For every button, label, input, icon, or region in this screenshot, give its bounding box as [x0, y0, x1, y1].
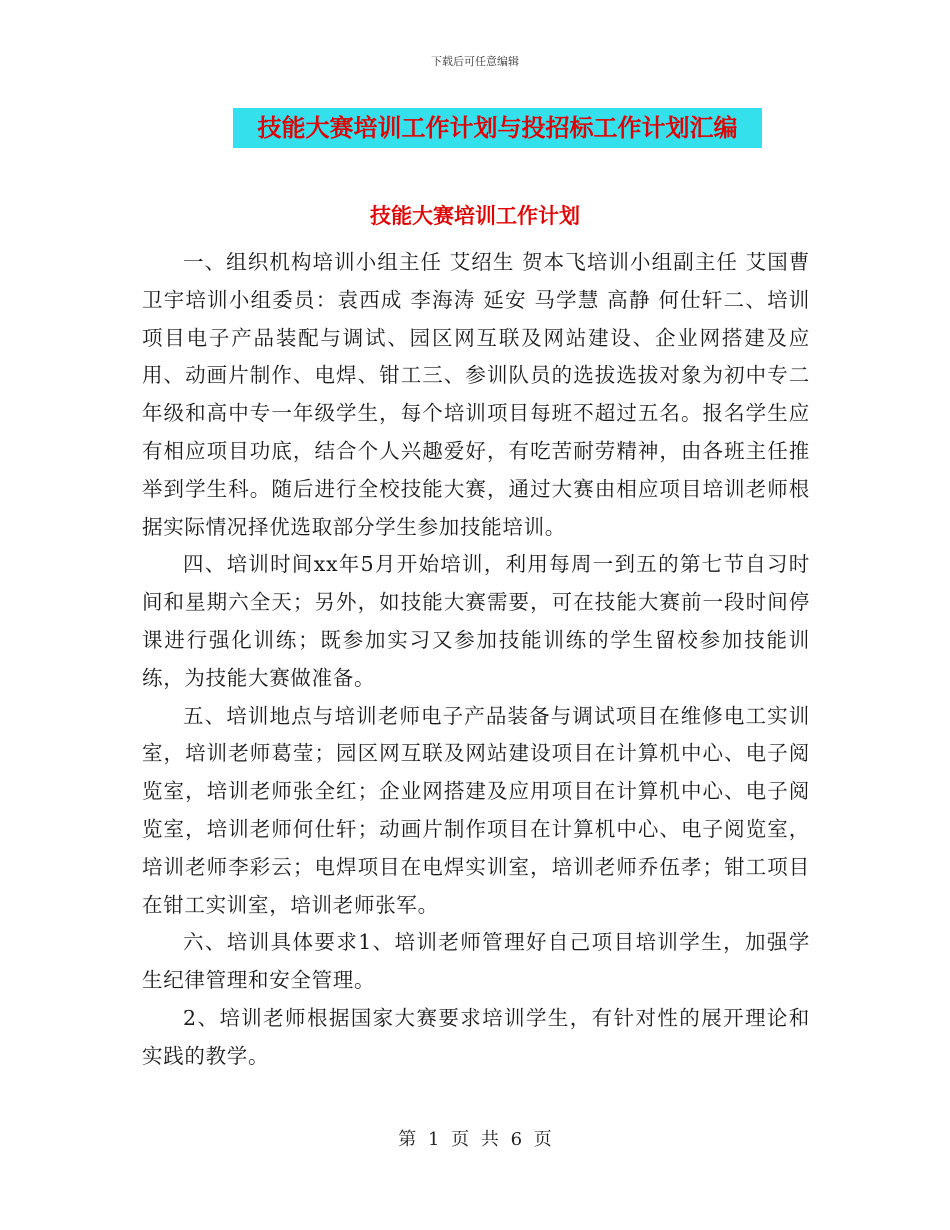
body-text — [142, 244, 810, 1076]
paragraph: 2、培训老师根据国家大赛要求培训学生，有针对性的展开理论和实践的教学。 — [142, 1005, 810, 1068]
paragraph: 一、组织机构培训小组主任 艾绍生 贺本飞培训小组副主任 艾国曹卫宇培训小组委员：袁西成 李海涛 延安 马学慧 高静 何仕轩二、培训项目电子产品装配与调试、园区网互联及网站建设、企业网搭建及应用、动画片制作、电焊、钳工三、参训队员的选拔选拔对象为初中专二年级和高中专一年级学生，每个培训项目每班不超过五名。报名学生应有相应项目功底，结合个人兴趣爱好，有吃苦耐劳精神，由各班主任推举到学生科。随后进行全校技能大赛，通过大赛由相应项目培训老师根据实际情况择优选取部分学生参加技能培训。 — [142, 250, 810, 539]
section-title: 技能大赛培训工作计划 — [370, 204, 580, 228]
main-title-highlight — [233, 108, 762, 148]
header-note: 下载后可任意编辑 — [431, 55, 519, 68]
paragraph: 五、培训地点与培训老师电子产品装备与调试项目在维修电工实训室，培训老师葛莹；园区网互联及网站建设项目在计算机中心、电子阅览室，培训老师张全红；企业网搭建及应用项目在计算机中心、电子阅览室，培训老师何仕轩；动画片制作项目在计算机中心、电子阅览室，培训老师李彩云；电焊项目在电焊实训室，培训老师乔伍孝；钳工项目在钳工实训室，培训老师张军。 — [142, 703, 810, 917]
main-title: 技能大赛培训工作计划与投招标工作计划汇编 — [257, 114, 738, 142]
page-footer: 第 1 页 共 6 页 — [398, 1129, 552, 1150]
paragraph: 四、培训时间xx年5月开始培训，利用每周一到五的第七节自习时间和星期六全天；另外，如技能大赛需要，可在技能大赛前一段时间停课进行强化训练；既参加实习又参加技能训练的学生留校参加技能训练，为技能大赛做准备。 — [142, 552, 810, 690]
paragraph: 六、培训具体要求1、培训老师管理好自己项目培训学生，加强学生纪律管理和安全管理。 — [142, 930, 810, 993]
